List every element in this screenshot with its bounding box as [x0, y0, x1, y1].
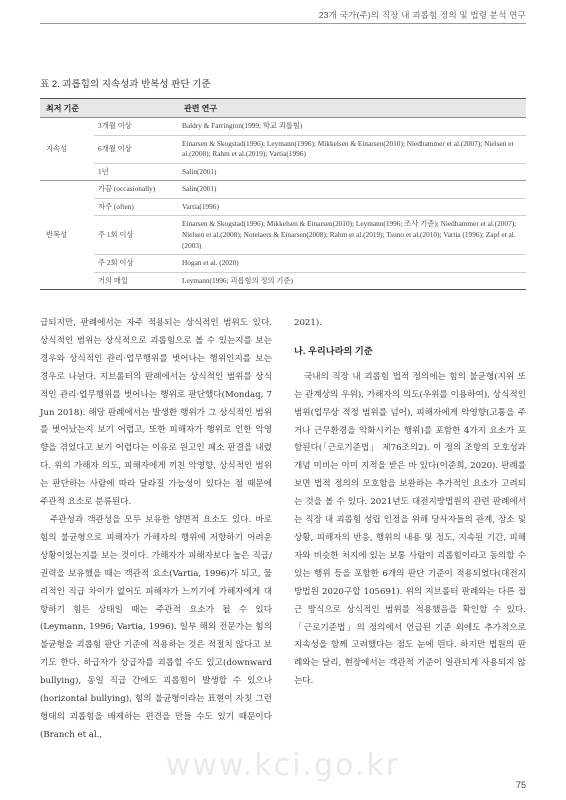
refs-cell: Salin(2001): [178, 181, 526, 199]
refs-cell: Leymann(1996; 괴롭힘의 정의 기준): [178, 272, 526, 290]
watermark: www.kci.go.kr: [165, 748, 401, 783]
refs-cell: Einarsen & Skogstad(1996); Leymann(1996); Mikkelsen & Einarsen(2010); Niedhammer et al.(2007); Nielsen et al.(2008); Rahm et al.(2019); Vartia(1996): [178, 135, 526, 163]
table-row: [40, 272, 526, 290]
table-row: [40, 135, 526, 163]
header-min-criterion: 최저 기준: [40, 99, 94, 118]
group-label-persistence: 지속성: [40, 118, 94, 181]
body-paragraph: 국내의 직장 내 괴롭힘 법적 정의에는 힘의 불균형(지위 또는 관계상의 우위), 가해자의 의도(우위를 이용하여), 상식적인 범위(업무상 적정 범위를 넘어), 피해자에게 악영향(고통을 주거나 근무환경을 악화시키는 행위)를 포함한 4가지 요소가 포함된다(「근로기준법」 제76조의2). 이 정의 조항의 모호성과 개념 미비는 이미 지적을 받은 바 있다(이준희, 2020). 판례를 보면 법적 정의의 모호함을 보완하는 추가적인 요소가 고려되는 것을 볼 수 있다. 2021년도 대전지방법원의 관련 판례에서는 직장 내 괴롭힘 성립 인정을 위해 당사자들의 관계, 장소 및 상황, 피해자의 반응, 행위의 내용 및 정도, 지속된 기간, 피해자와 비슷한 처지에 있는 보통 사람이 괴롭힘이라고 동의할 수 있는 행위 등을 포함한 6개의 판단 기준이 적용되었다(대전지방법원 2020구합 105691). 위의 지브롤터 판례와는 다른 접근 방식으로 상식적인 범위를 적용했음을 확인할 수 있다. 「근로기준법」의 정의에서 언급된 기준 외에도 추가적으로 지속성을 함께 고려했다는 점도 눈에 띈다. 하지만 법원의 판례와는 달리, 현장에서는 객관적 기준이 일관되게 사용되지 않는다.: [294, 371, 526, 687]
criterion-cell: 3개월 이상: [94, 118, 178, 136]
refs-cell: Hogan et al. (2020): [178, 255, 526, 273]
table-row: [40, 216, 526, 255]
refs-cell: Salin(2001): [178, 163, 526, 181]
table-row: [40, 163, 526, 181]
header-related-research: 관련 연구: [178, 99, 526, 118]
group-label-repetition: 반복성: [40, 181, 94, 290]
criterion-cell: 6개월 이상: [94, 135, 178, 163]
table-row: [40, 181, 526, 199]
body-paragraph: 주관성과 객관성을 모두 보유한 양면적 요소도 있다. 바로 힘의 불균형으로 피해자가 가해자의 행위에 저항하기 어려운 상황이었는지를 보는 것이다. 가해자가 피해자보다 높은 직급/권력을 보유했을 때는 객관적 요소(Vartia, 1996)가 되고, 물리적인 직급 차이가 없어도 피해자가 느끼기에 가해자에게 대항하기 힘든 상태일 때는 주관적 요소가 될 수 있다(Leymann, 1996; Vartia, 1996). 일부 해외 전문가는 힘의 불균형을 괴롭힘 판단 기준에 적용하는 것은 적절치 않다고 보기도 한다. 하급자가 상급자를 괴롭힐 수도 있고(downward bullying), 동일 직급 간에도 괴롭힘이 발생할 수 있으나(horizontal bullying), 힘의 불균형이라는 표현이 자칫 그런 형태의 괴롭힘을 배제하는 편견을 만들 수도 있기 때문이다(Branch et al.,: [40, 514, 272, 740]
criterion-cell: 1년: [94, 163, 178, 181]
header-rule: [40, 23, 526, 24]
table-caption: 표 2. 괴롭힘의 지속성과 반복성 판단 기준: [40, 79, 211, 90]
body-paragraph: 급되지만, 판례에서는 자주 적용되는 상식적인 범위도 있다. 상식적인 범위는 상식적으로 괴롭힘으로 볼 수 있는지를 보는 경우와 상식적인 관리·업무행위를 벗어나는 행위인지를 보는 경우로 나뉜다. 지브롤터의 판례에서는 상식적인 범위를 상식적인 관리·업무행위를 벗어나는 행위로 판단했다(Mondaq, 7 Jun 2018). 해당 판례에서는 발생한 행위가 그 상식적인 범위를 벗어났는지 보기 어렵고, 또한 피해자가 행위로 인한 악영향을 겪었다고 보기 어렵다는 이유로 원고인 패소 판결을 내렸다. 위의 가해자 의도, 피해자에게 끼친 악영향, 상식적인 범위는 판단하는 사람에 따라 달라질 가능성이 있다는 점 때문에 주관적 요소로 분류된다.: [40, 318, 272, 508]
table-row: [40, 118, 526, 136]
criterion-cell: 거의 매일: [94, 272, 178, 290]
header-blank: [94, 99, 178, 118]
criterion-cell: 주 2회 이상: [94, 255, 178, 273]
refs-cell: Baldry & Farrington(1999; 학교 괴롭힘): [178, 118, 526, 136]
criterion-cell: 가끔 (occasionally): [94, 181, 178, 199]
criterion-cell: 주 1회 이상: [94, 216, 178, 255]
persistence-repetition-table: [40, 98, 526, 290]
section-heading: 나. 우리나라의 기준: [294, 345, 373, 356]
refs-cell: Vartia(1996): [178, 198, 526, 216]
left-column: [40, 315, 272, 745]
refs-cell: Einarsen & Skogstad(1996); Mikkelsen & Einarsen(2010); Leymann(1996; 조사 기준); Niedhammer et al.(2007); Nielsen et al.(2008); Notelaers & Einarsen(2008); Rahm et al.(2019); Tsuno et al.(2010); Vartia (1996); Zapf et al.(2003): [178, 216, 526, 255]
criterion-cell: 자주 (often): [94, 198, 178, 216]
body-paragraph-continuation: 2021).: [294, 318, 322, 328]
page-number: 75: [515, 780, 526, 790]
table-row: [40, 255, 526, 273]
table-row: [40, 198, 526, 216]
running-header: 23개 국가(주)의 직장 내 괴롭힘 정의 및 법령 분석 연구: [318, 10, 526, 20]
table-header-row: [40, 99, 526, 118]
right-column: [294, 315, 526, 691]
